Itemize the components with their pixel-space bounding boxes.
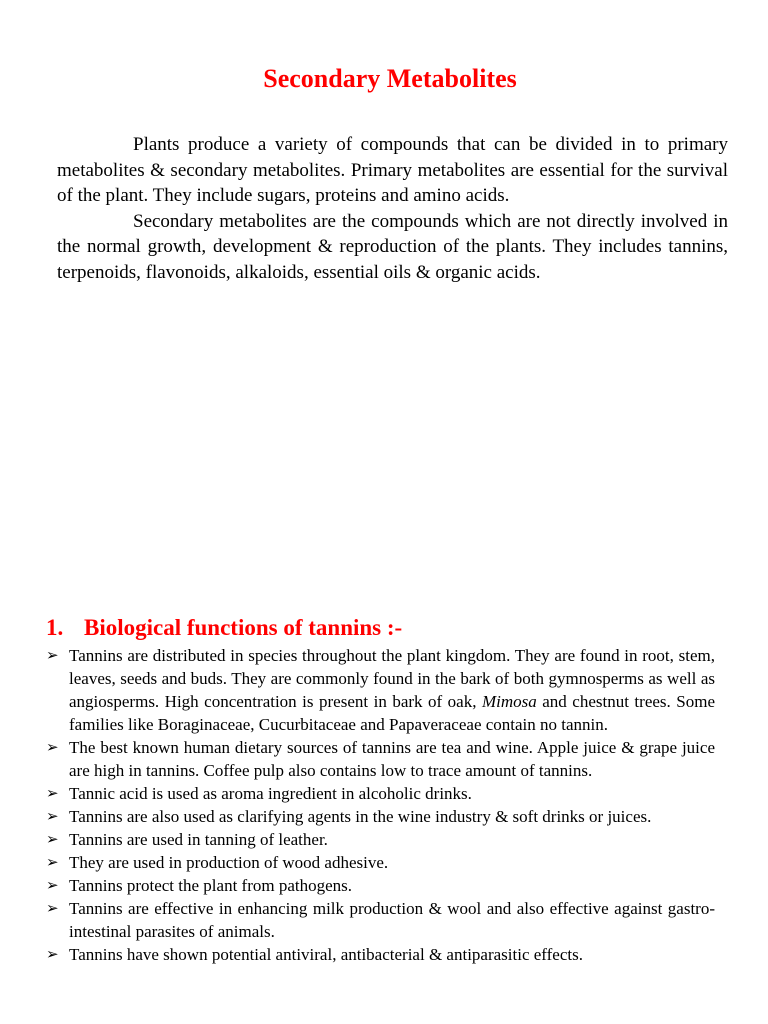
list-item (46, 828, 715, 851)
arrow-bullet-icon: ➢ (46, 738, 59, 756)
intro-paragraph-2: Secondary metabolites are the compounds which are not directly involved in the normal growth, development & reproduction of the plants. They includes tannins, terpenoids, flavonoids, alkaloids, essential oils & organic acids. (57, 210, 728, 283)
list-item (46, 851, 715, 874)
list-item (46, 897, 715, 943)
arrow-bullet-icon: ➢ (46, 830, 59, 848)
list-item-text: Tannins protect the plant from pathogens. (69, 876, 353, 895)
list-item-text: Tannins are effective in enhancing milk production & wool and also effective against gastro-intestinal parasites of animals. (69, 899, 715, 941)
list-item (46, 736, 715, 782)
arrow-bullet-icon: ➢ (46, 945, 59, 963)
list-item (46, 874, 715, 897)
page-title: Secondary Metabolites (263, 64, 517, 93)
list-item-text: Tannic acid is used as aroma ingredient in alcoholic drinks. (69, 784, 472, 803)
list-item (46, 644, 715, 736)
arrow-bullet-icon: ➢ (46, 876, 59, 894)
intro-section (57, 132, 728, 285)
list-item-text: Tannins have shown potential antiviral, antibacterial & antiparasitic effects. (69, 945, 583, 964)
list-item-text: Tannins are distributed in species throughout the plant kingdom. They are found in root, stem, leaves, seeds and buds. They are commonly found in the bark of both gymnosperms as well as angiosperms. High concentration is present in bark of oak, (69, 646, 715, 711)
list-item-text: and chestnut trees. Some families like Boraginaceae, Cucurbitaceae and Papaveraceae contain no tannin. (69, 692, 715, 734)
section-number: 1. (46, 615, 64, 640)
arrow-bullet-icon: ➢ (46, 784, 59, 802)
list-item (46, 943, 715, 966)
tannin-functions-list (46, 644, 715, 966)
arrow-bullet-icon: ➢ (46, 807, 59, 825)
arrow-bullet-icon: ➢ (46, 899, 59, 917)
list-item-italic-text: Mimosa (481, 692, 537, 711)
intro-paragraph-1: Plants produce a variety of compounds that can be divided in to primary metabolites & secondary metabolites. Primary metabolites are essential for the survival of the plant. They include sugars, proteins and amino acids. (57, 134, 728, 206)
list-item-text: Tannins are also used as clarifying agents in the wine industry & soft drinks or juices. (69, 807, 652, 826)
list-item-text: The best known human dietary sources of tannins are tea and wine. Apple juice & grape juice are high in tannins. Coffee pulp also contains low to trace amount of tannins. (69, 738, 715, 780)
arrow-bullet-icon: ➢ (46, 646, 59, 664)
list-item-text: Tannins are used in tanning of leather. (69, 830, 328, 849)
section-heading-text: Biological functions of tannins :- (84, 615, 403, 640)
list-item (46, 805, 715, 828)
section-heading (46, 615, 402, 641)
arrow-bullet-icon: ➢ (46, 853, 59, 871)
list-item (46, 782, 715, 805)
list-item-text: They are used in production of wood adhesive. (69, 853, 389, 872)
